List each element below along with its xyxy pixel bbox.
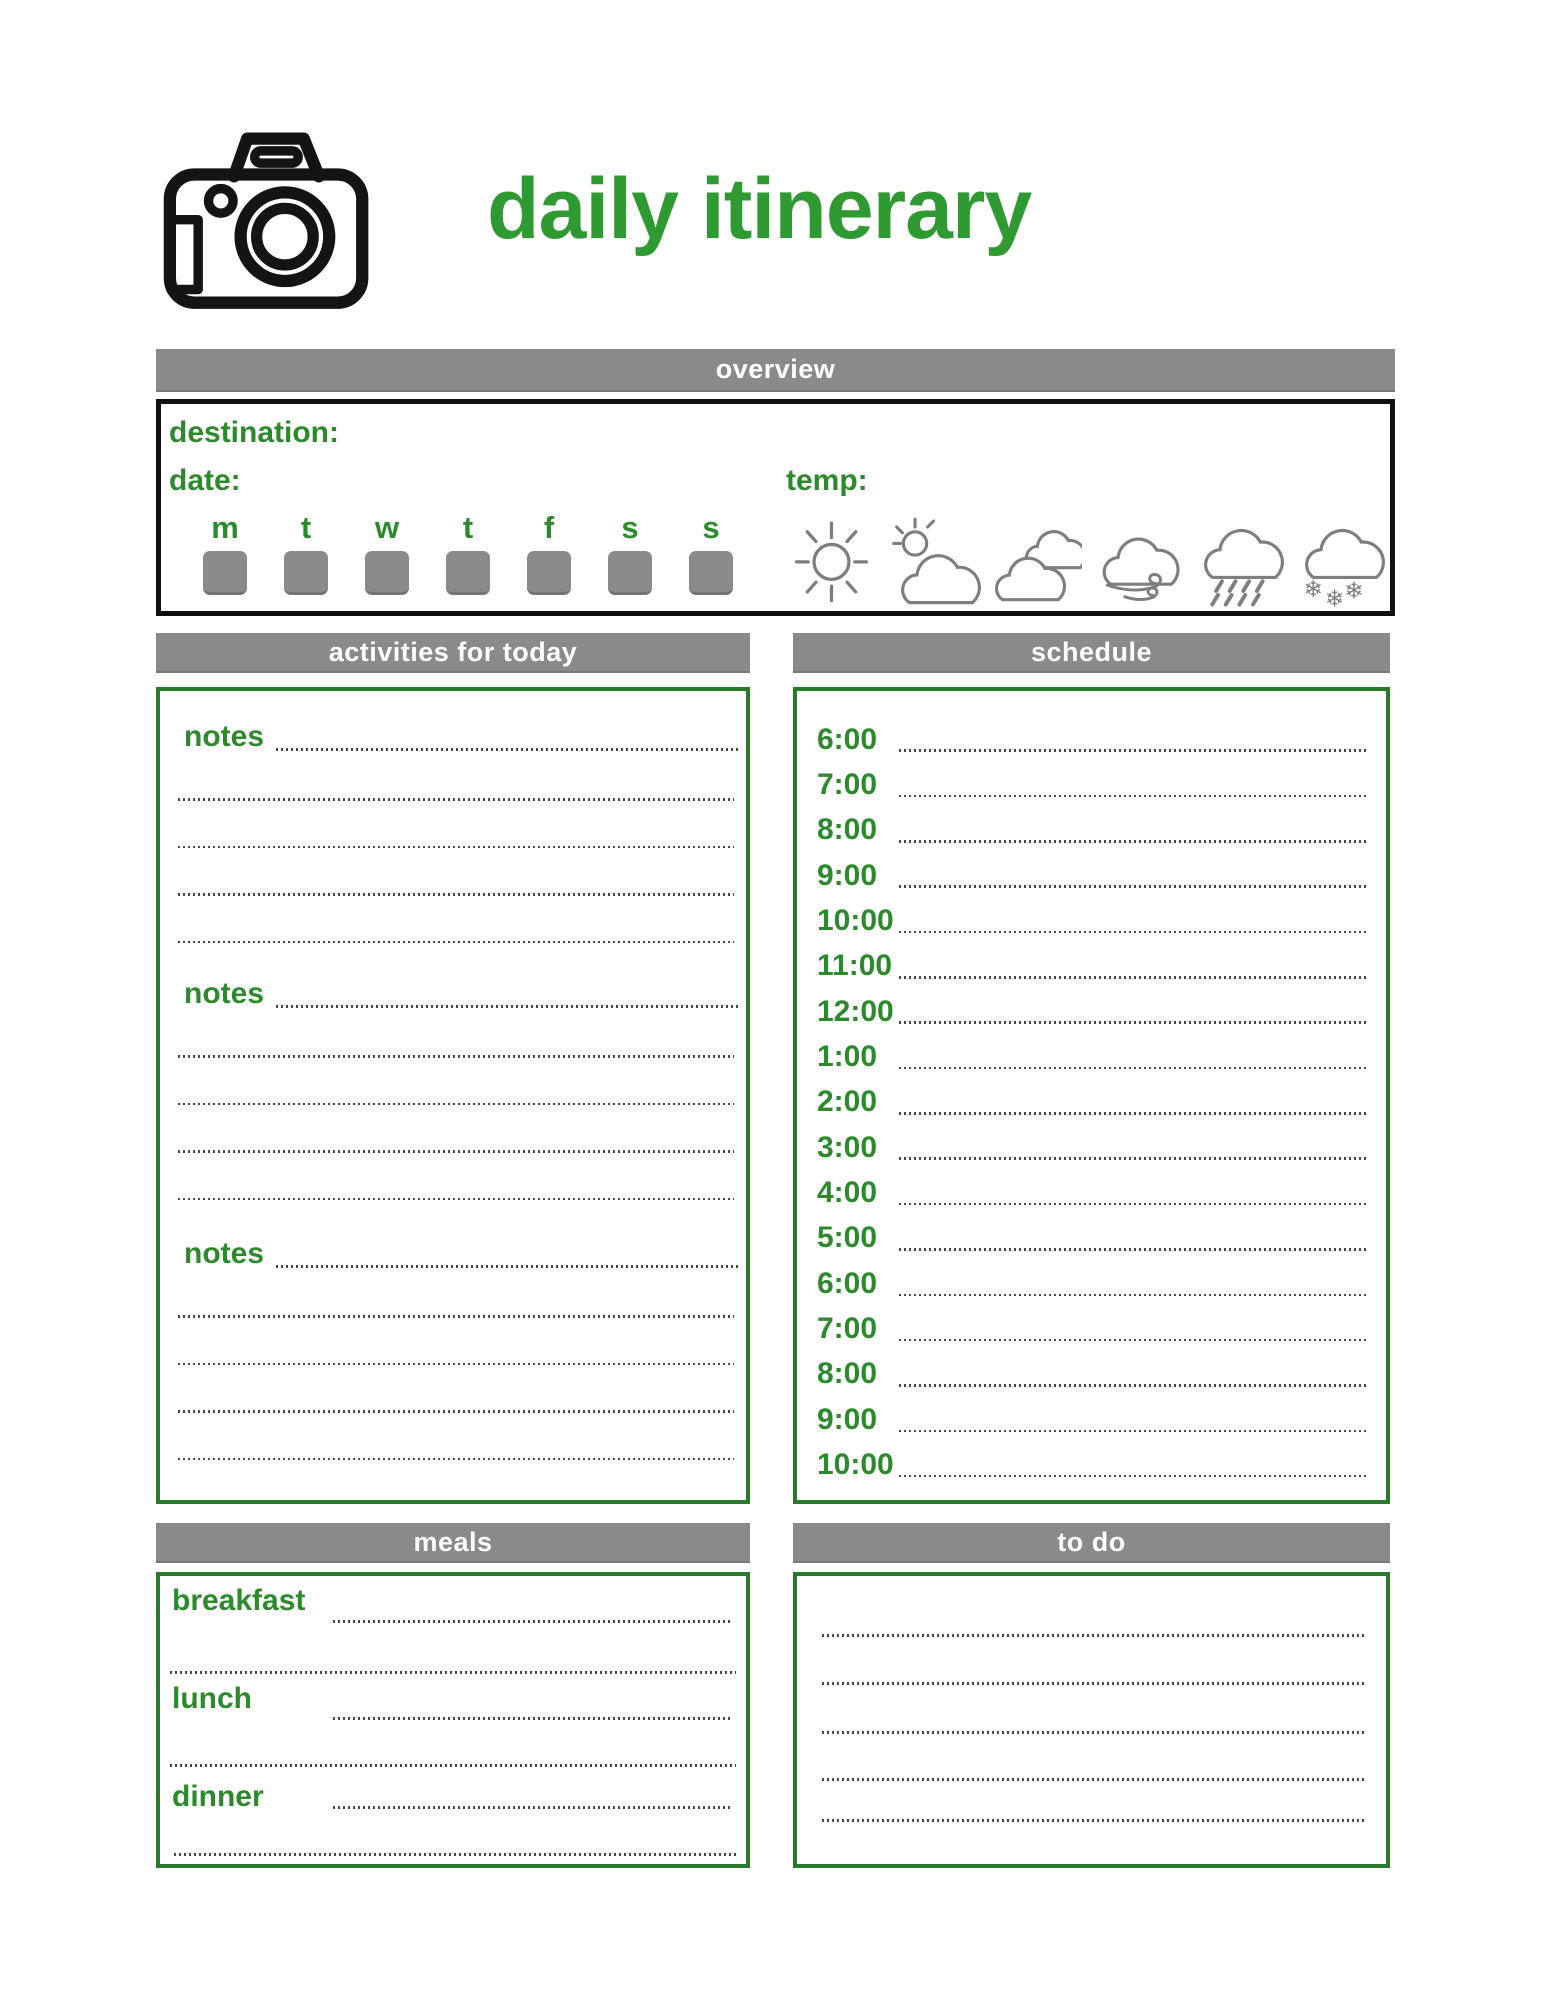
weekday-checkbox[interactable]	[365, 551, 409, 595]
write-line	[899, 1203, 1368, 1206]
dinner-label: dinner	[172, 1780, 264, 1813]
meals-box	[156, 1572, 750, 1868]
weekday-friday	[525, 510, 573, 595]
todo-header-label: to do	[1057, 1526, 1126, 1557]
write-line	[178, 1055, 734, 1058]
weather-icon-row	[783, 506, 1385, 608]
write-line	[899, 795, 1368, 798]
write-line	[170, 1671, 736, 1674]
time-label: 8:00	[817, 1357, 878, 1391]
time-label: 4:00	[817, 1176, 878, 1210]
weekday-checkbox[interactable]	[446, 551, 490, 595]
weekday-checkbox[interactable]	[284, 551, 328, 595]
write-line	[333, 1806, 732, 1809]
weekday-sunday	[687, 510, 735, 595]
camera-icon	[158, 116, 376, 319]
meals-header-bar	[156, 1523, 750, 1563]
breakfast-label: breakfast	[172, 1584, 306, 1617]
write-line	[178, 1150, 734, 1153]
write-line	[178, 1103, 734, 1106]
time-label: 9:00	[817, 1402, 878, 1436]
weekday-letter: s	[702, 510, 720, 545]
write-line	[178, 1363, 734, 1366]
meals-header-label: meals	[413, 1526, 493, 1557]
write-line	[822, 1731, 1364, 1734]
time-label: 12:00	[817, 994, 894, 1028]
windy-icon[interactable]	[1086, 508, 1183, 608]
schedule-row	[797, 1306, 1386, 1351]
notes-label: notes	[184, 1237, 265, 1270]
cloudy-icon[interactable]	[985, 508, 1082, 608]
todo-box	[793, 1572, 1390, 1868]
write-line	[333, 1717, 732, 1720]
partly-cloudy-icon[interactable]	[884, 508, 981, 608]
write-line	[276, 1265, 738, 1268]
write-line	[899, 976, 1368, 979]
activities-header-bar	[156, 633, 750, 673]
notes-block	[160, 711, 746, 943]
weekday-checkbox[interactable]	[689, 551, 733, 595]
write-line	[899, 1112, 1368, 1115]
weekday-thursday	[444, 510, 492, 595]
schedule-row	[797, 717, 1386, 762]
activities-box	[156, 687, 750, 1504]
weekday-saturday	[606, 510, 654, 595]
overview-header-label: overview	[715, 354, 836, 384]
lunch-label: lunch	[172, 1682, 252, 1715]
weekday-letter: m	[211, 510, 239, 545]
time-label: 7:00	[817, 768, 878, 802]
schedule-row	[797, 989, 1386, 1034]
schedule-row	[797, 853, 1386, 898]
weekday-letter: w	[374, 510, 400, 545]
time-label: 10:00	[817, 904, 894, 938]
schedule-row	[797, 1170, 1386, 1215]
weekday-monday	[201, 510, 249, 595]
write-line	[899, 1475, 1368, 1478]
write-line	[333, 1620, 732, 1623]
destination-label: destination:	[169, 416, 339, 449]
svg-text:❄: ❄	[1344, 577, 1364, 605]
write-line	[899, 1067, 1368, 1070]
weekday-letter: f	[543, 510, 555, 545]
weekday-checkbox-row	[201, 510, 735, 595]
time-label: 6:00	[817, 722, 878, 756]
write-line	[178, 798, 734, 801]
schedule-row	[797, 1352, 1386, 1397]
write-line	[899, 840, 1368, 843]
time-label: 1:00	[817, 1040, 878, 1074]
write-line	[899, 1430, 1368, 1433]
notes-block	[160, 968, 746, 1200]
todo-header-bar	[793, 1523, 1390, 1563]
write-line	[170, 1764, 736, 1767]
weekday-tuesday	[282, 510, 330, 595]
snowy-icon[interactable]	[1288, 508, 1385, 608]
schedule-row	[797, 1443, 1386, 1488]
time-label: 6:00	[817, 1266, 878, 1300]
schedule-box	[793, 687, 1390, 1504]
svg-text:❄: ❄	[1303, 575, 1324, 603]
schedule-row	[797, 762, 1386, 807]
overview-box	[156, 399, 1395, 616]
schedule-row	[797, 1397, 1386, 1442]
write-line	[178, 846, 734, 849]
write-line	[822, 1634, 1364, 1637]
schedule-row	[797, 944, 1386, 989]
write-line	[899, 931, 1368, 934]
write-line	[178, 1410, 734, 1413]
weekday-wednesday	[363, 510, 411, 595]
schedule-row	[797, 808, 1386, 853]
rainy-icon[interactable]	[1187, 508, 1284, 608]
time-label: 11:00	[817, 949, 893, 983]
time-label: 2:00	[817, 1085, 878, 1119]
write-line	[822, 1682, 1364, 1685]
overview-header-bar	[156, 349, 1395, 392]
page-title: daily itinerary	[487, 161, 1032, 257]
write-line	[899, 1157, 1368, 1160]
activities-header-label: activities for today	[328, 636, 578, 667]
time-label: 7:00	[817, 1312, 878, 1346]
write-line	[899, 1339, 1368, 1342]
schedule-row	[797, 1125, 1386, 1170]
schedule-row	[797, 1080, 1386, 1125]
write-line	[822, 1819, 1364, 1822]
time-label: 10:00	[817, 1448, 894, 1482]
write-line	[899, 885, 1368, 888]
time-label: 8:00	[817, 813, 878, 847]
schedule-row	[797, 898, 1386, 943]
write-line	[276, 1005, 738, 1008]
weekday-checkbox[interactable]	[203, 551, 247, 595]
weekday-checkbox[interactable]	[527, 551, 571, 595]
sunny-icon[interactable]	[783, 508, 880, 608]
time-label: 9:00	[817, 858, 878, 892]
write-line	[178, 1458, 734, 1461]
time-label: 5:00	[817, 1221, 878, 1255]
time-label: 3:00	[817, 1130, 878, 1164]
write-line	[276, 748, 738, 751]
write-line	[899, 1021, 1368, 1024]
schedule-header-label: schedule	[1030, 636, 1153, 667]
notes-label: notes	[184, 720, 265, 753]
write-line	[174, 1853, 736, 1856]
write-line	[899, 749, 1368, 752]
schedule-row	[797, 1216, 1386, 1261]
schedule-row	[797, 1034, 1386, 1079]
notes-label: notes	[184, 977, 265, 1010]
write-line	[899, 1248, 1368, 1251]
weekday-checkbox[interactable]	[608, 551, 652, 595]
svg-text:❄: ❄	[1324, 585, 1345, 608]
schedule-header-bar	[793, 633, 1390, 673]
write-line	[178, 941, 734, 944]
date-label: date:	[169, 464, 241, 497]
weekday-letter: t	[300, 510, 312, 545]
weekday-letter: t	[462, 510, 474, 545]
schedule-rows	[797, 691, 1386, 1500]
write-line	[822, 1778, 1364, 1781]
notes-block	[160, 1228, 746, 1460]
write-line	[178, 1198, 734, 1201]
write-line	[899, 1384, 1368, 1387]
schedule-row	[797, 1261, 1386, 1306]
write-line	[899, 1294, 1368, 1297]
weekday-letter: s	[621, 510, 639, 545]
write-line	[178, 1315, 734, 1318]
temp-label: temp:	[786, 464, 868, 497]
write-line	[178, 893, 734, 896]
